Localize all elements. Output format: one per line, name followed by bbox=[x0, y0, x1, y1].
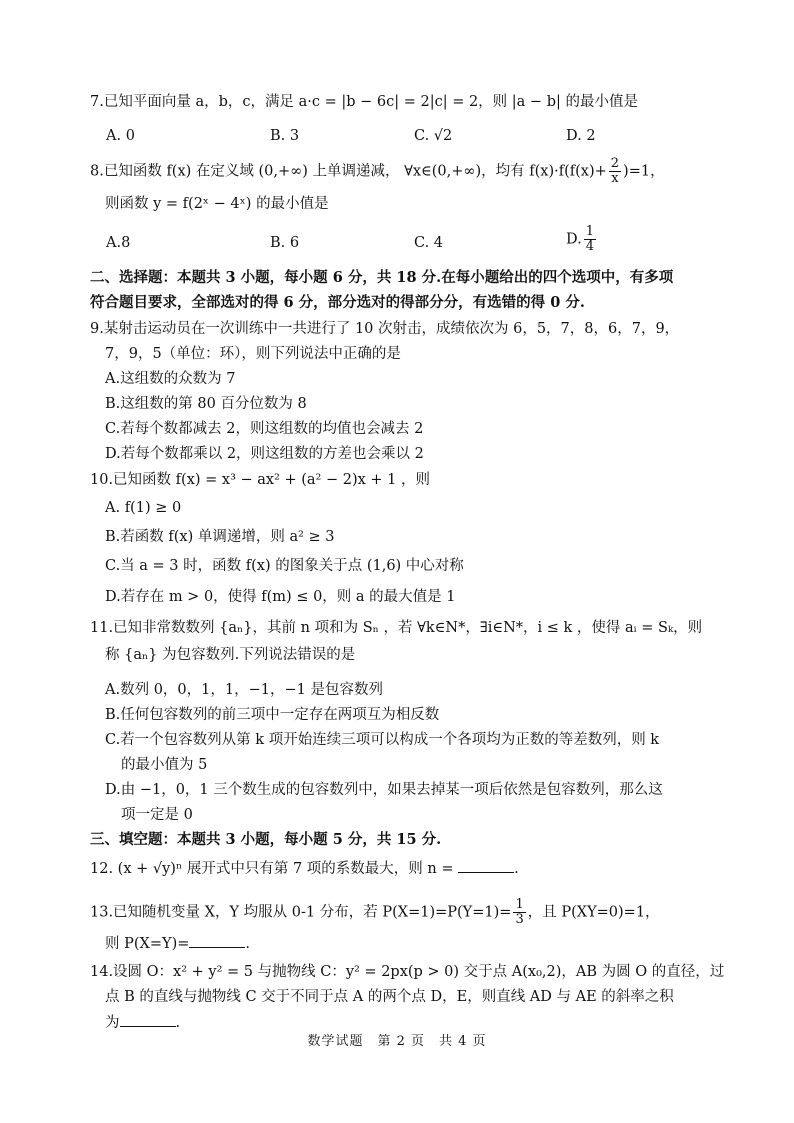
section3-heading: 三、填空题：本题共 3 小题，每小题 5 分，共 15 分. bbox=[90, 831, 442, 848]
q11-option-b: B.任何包容数列的前三项中一定存在两项互为相反数 bbox=[105, 707, 440, 723]
q12-stem bbox=[90, 858, 519, 879]
q8-option-d bbox=[566, 225, 598, 254]
q8-option-d-fraction bbox=[584, 225, 596, 254]
q8-stem-post: )=1， bbox=[623, 163, 665, 180]
q7-option-a: A. 0 bbox=[106, 128, 135, 144]
q10-option-c: C.当 a = 3 时，函数 f(x) 的图象关于点 (1,6) 中心对称 bbox=[105, 558, 464, 574]
q9-option-a: A.这组数的众数为 7 bbox=[105, 371, 236, 387]
q8-stem-line1 bbox=[90, 157, 665, 186]
q8-stem-line2: 则函数 y = f(2ˣ − 4ˣ) 的最小值是 bbox=[105, 196, 329, 212]
q14-stem-line1: 14.设圆 O：x² + y² = 5 与抛物线 C：y² = 2px(p > 0) 交于点 A(x₀,2)，AB 为圆 O 的直径，过 bbox=[90, 964, 725, 980]
q9-option-b: B.这组数的第 80 百分位数为 8 bbox=[105, 396, 307, 412]
q12-stem-post: . bbox=[514, 861, 519, 877]
q8-stem-pre: 8.已知函数 f(x) 在定义域 (0,+∞) 上单调递减， ∀x∈(0,+∞)，均有 f(x)·f(f(x)+ bbox=[90, 163, 607, 180]
q9-option-d: D.若每个数都乘以 2，则这组数的方差也会乘以 2 bbox=[105, 446, 424, 462]
q13-stem-pre: 13.已知随机变量 X，Y 均服从 0-1 分布，若 P(X=1)=P(Y=1)= bbox=[90, 904, 512, 921]
q7-stem: 7.已知平面向量 a，b，c，满足 a·c = |b − 6c| = 2|c| = 2，则 |a − b| 的最小值是 bbox=[90, 94, 638, 110]
q13-stem-line1 bbox=[90, 898, 660, 927]
q13-frac-den: 3 bbox=[515, 912, 524, 927]
q8-frac-num: 2 bbox=[610, 156, 620, 171]
q8-optd-num: 1 bbox=[585, 224, 594, 239]
q11-option-d-line1: D.由 −1，0，1 三个数生成的包容数列中，如果去掉某一项后依然是包容数列，那么这 bbox=[105, 782, 663, 798]
q13-answer-blank[interactable] bbox=[189, 933, 245, 948]
q10-stem: 10.已知函数 f(x) = x³ − ax² + (a² − 2)x + 1 ，则 bbox=[90, 472, 430, 488]
q10-option-b: B.若函数 f(x) 单调递增，则 a² ≥ 3 bbox=[105, 529, 335, 545]
q11-option-a: A.数列 0，0，1，1，−1，−1 是包容数列 bbox=[105, 682, 383, 698]
q11-option-c-line1: C.若一个包容数列从第 k 项开始连续三项可以构成一个各项均为正数的等差数列，则 k bbox=[105, 732, 660, 748]
q8-frac-den: x bbox=[611, 171, 619, 186]
q7-option-c: C. √2 bbox=[414, 128, 453, 144]
q12-stem-pre: 12. (x + √y)ⁿ 展开式中只有第 7 项的系数最大，则 n = bbox=[90, 861, 454, 877]
q11-option-d-line2: 项一定是 0 bbox=[121, 807, 193, 823]
q14-answer-blank[interactable] bbox=[120, 1012, 176, 1027]
q13-fraction bbox=[513, 898, 525, 927]
q13-stem-post: ，且 P(XY=0)=1， bbox=[527, 904, 660, 921]
q9-option-c: C.若每个数都减去 2，则这组数的均值也会减去 2 bbox=[105, 421, 424, 437]
q11-stem-line2: 称 {aₙ} 为包容数列.下列说法错误的是 bbox=[105, 647, 356, 663]
section2-heading-line1: 二、选择题：本题共 3 小题，每小题 6 分，共 18 分.在每小题给出的四个选项中，有多项 bbox=[90, 269, 674, 286]
section2-heading-line2: 符合题目要求，全部选对的得 6 分，部分选对的得部分分，有选错的得 0 分. bbox=[90, 294, 585, 311]
q10-option-d: D.若存在 m > 0，使得 f(m) ≤ 0，则 a 的最大值是 1 bbox=[105, 589, 456, 605]
q11-option-c-line2: 的最小值为 5 bbox=[121, 757, 208, 773]
q13-stem-line2 bbox=[105, 933, 250, 954]
q14-line3-post: . bbox=[175, 1015, 181, 1031]
q8-option-d-label: D. bbox=[566, 231, 582, 248]
q9-stem-line1: 9.某射击运动员在一次训练中一共进行了 10 次射击，成绩依次为 6，5，7，8，6，7，9， bbox=[90, 321, 680, 337]
q14-stem-line2: 点 B 的直线与抛物线 C 交于不同于点 A 的两个点 D，E，则直线 AD 与 AE 的斜率之积 bbox=[105, 989, 674, 1005]
q13-line2-pre: 则 P(X=Y)= bbox=[105, 936, 190, 952]
q13-frac-num: 1 bbox=[515, 897, 524, 912]
q11-stem-line1: 11.已知非常数数列 {aₙ}，其前 n 项和为 Sₙ ，若 ∀k∈N*，∃i∈N*，i ≤ k ，使得 aᵢ = Sₖ，则 bbox=[90, 620, 703, 636]
q12-answer-blank[interactable] bbox=[458, 858, 514, 873]
q14-line3-pre: 为 bbox=[105, 1015, 120, 1031]
q8-optd-den: 4 bbox=[585, 239, 594, 254]
page-footer: 数学试题 第 2 页 共 4 页 bbox=[307, 1034, 487, 1049]
q7-option-d: D. 2 bbox=[566, 128, 596, 144]
q8-option-c: C. 4 bbox=[414, 235, 444, 251]
q8-option-b: B. 6 bbox=[270, 235, 300, 251]
q13-line2-post: . bbox=[245, 936, 250, 952]
q8-option-a: A.8 bbox=[106, 235, 131, 251]
q10-option-a: A. f(1) ≥ 0 bbox=[105, 500, 182, 516]
q7-option-b: B. 3 bbox=[270, 128, 300, 144]
q8-fraction bbox=[609, 157, 621, 186]
q9-stem-line2: 7，9，5（单位：环），则下列说法中正确的是 bbox=[105, 346, 401, 362]
